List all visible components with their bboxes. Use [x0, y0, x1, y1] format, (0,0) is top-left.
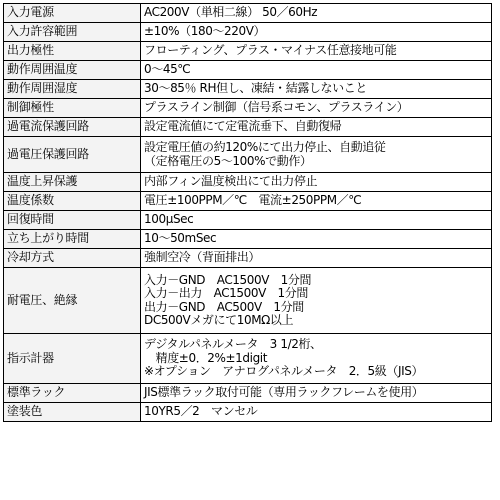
spec-label: 温度係数	[4, 192, 141, 211]
spec-value: 100μSec	[141, 211, 492, 230]
spec-value: AC200V（単相二線） 50／60Hz	[141, 4, 492, 23]
spec-label: 温度上昇保護	[4, 173, 141, 192]
spec-value: 30～85％ RH但し、凍結・結露しないこと	[141, 80, 492, 99]
spec-label: 塗装色	[4, 403, 141, 422]
spec-row	[4, 211, 492, 230]
spec-value: 電圧±100PPM／℃ 電流±250PPM／℃	[141, 192, 492, 211]
spec-row	[4, 118, 492, 137]
spec-label: 制御極性	[4, 99, 141, 118]
spec-value: 設定電流値にて定電流垂下、自動復帰	[141, 118, 492, 137]
spec-row	[4, 99, 492, 118]
spec-value: 設定電圧値の約120%にて出力停止、自動追従 （定格電圧の5～100%で動作）	[141, 137, 492, 173]
spec-label: 標準ラック	[4, 384, 141, 403]
spec-label: 動作周囲温度	[4, 61, 141, 80]
spec-label: 動作周囲湿度	[4, 80, 141, 99]
spec-label: 入力許容範囲	[4, 23, 141, 42]
spec-row	[4, 42, 492, 61]
spec-row	[4, 137, 492, 173]
spec-row	[4, 230, 492, 249]
spec-value: デジタルパネルメータ 3 1/2桁、 精度±0．2%±1digit ※オプション アナログパネルメータ 2．5級（JIS）	[141, 334, 492, 384]
spec-value: プラスライン制御（信号系コモン、プラスライン）	[141, 99, 492, 118]
spec-row	[4, 192, 492, 211]
spec-row	[4, 61, 492, 80]
spec-row	[4, 80, 492, 99]
spec-row	[4, 249, 492, 268]
spec-table-body	[4, 4, 492, 422]
spec-value: 入力－GND AC1500V 1分間 入力－出力 AC1500V 1分間 出力－GND AC500V 1分間 DC500Vメガにて10MΩ以上	[141, 268, 492, 334]
spec-label: 過電流保護回路	[4, 118, 141, 137]
spec-row	[4, 23, 492, 42]
spec-label: 冷却方式	[4, 249, 141, 268]
spec-value: 10YR5／2 マンセル	[141, 403, 492, 422]
spec-label: 回復時間	[4, 211, 141, 230]
spec-label: 出力極性	[4, 42, 141, 61]
spec-row	[4, 384, 492, 403]
spec-label: 耐電圧、絶縁	[4, 268, 141, 334]
spec-value: 10～50mSec	[141, 230, 492, 249]
spec-table	[3, 3, 492, 422]
spec-row	[4, 403, 492, 422]
spec-label: 立ち上がり時間	[4, 230, 141, 249]
spec-value: 強制空冷（背面排出）	[141, 249, 492, 268]
spec-label: 過電圧保護回路	[4, 137, 141, 173]
spec-value: 0～45℃	[141, 61, 492, 80]
spec-label: 指示計器	[4, 334, 141, 384]
spec-value: JIS標準ラック取付可能（専用ラックフレームを使用）	[141, 384, 492, 403]
spec-value: 内部フィン温度検出にて出力停止	[141, 173, 492, 192]
spec-value: フローティング、プラス・マイナス任意接地可能	[141, 42, 492, 61]
spec-row	[4, 334, 492, 384]
spec-row	[4, 4, 492, 23]
spec-row	[4, 173, 492, 192]
spec-value: ±10%（180～220V）	[141, 23, 492, 42]
spec-row	[4, 268, 492, 334]
spec-label: 入力電源	[4, 4, 141, 23]
